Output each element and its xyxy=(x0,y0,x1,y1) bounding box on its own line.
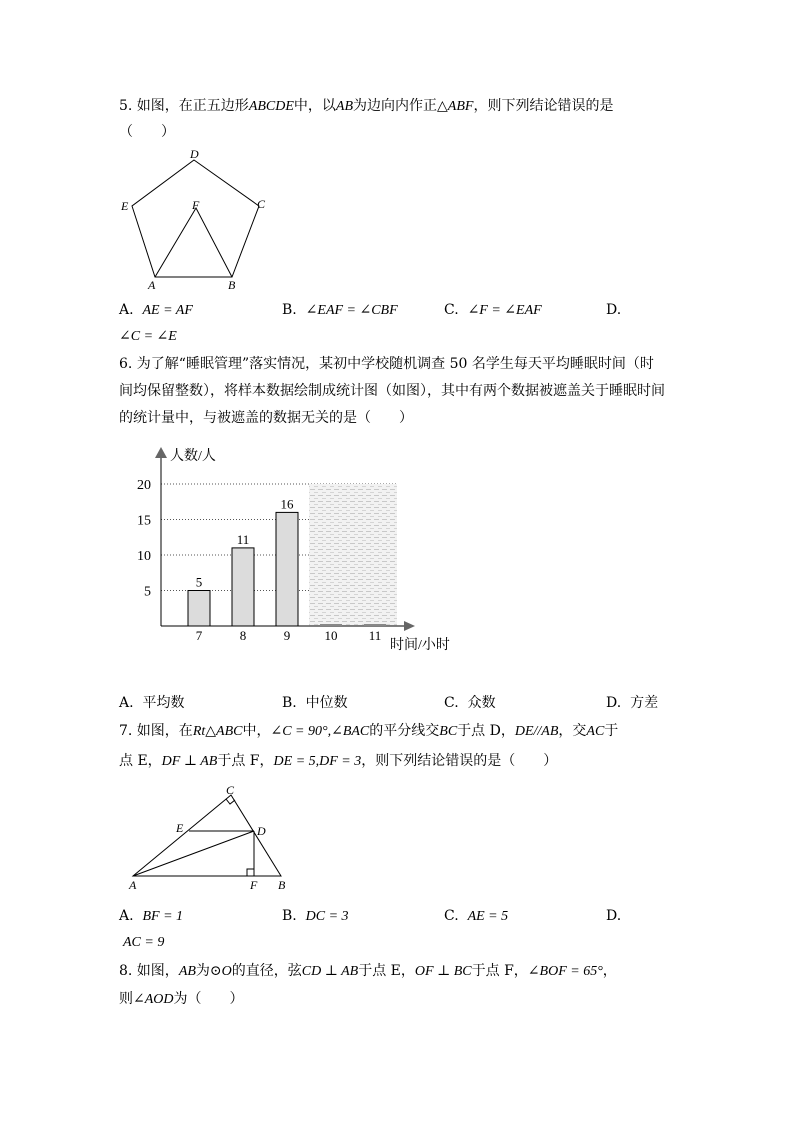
q6-x-axis-title: 时间/小时 xyxy=(390,638,450,653)
q6-option-d xyxy=(606,693,658,713)
q6-option-b-letter: B. xyxy=(282,695,297,711)
q6-option-d-text: 方差 xyxy=(630,695,659,711)
q6-y-ticks xyxy=(137,478,151,600)
q6-x-tick-11: 11 xyxy=(368,628,382,643)
q6-bar-label-7: 5 xyxy=(195,574,203,590)
q5-label-a: A xyxy=(148,278,156,292)
q7-l2-p1: 点 E， xyxy=(119,753,162,769)
q7-ac: AC xyxy=(586,724,605,739)
q5-paren: （ ） xyxy=(119,124,175,140)
q5-option-a-expr: AE = AF xyxy=(142,303,193,318)
q7-label-e: E xyxy=(176,821,184,835)
q7-stem-line2 xyxy=(119,751,557,772)
q8-stem-line2 xyxy=(119,989,244,1010)
q6-option-d-letter: D. xyxy=(606,695,622,711)
q5-label-f: F xyxy=(192,198,200,212)
q5-option-c xyxy=(444,300,542,321)
q6-option-a xyxy=(119,693,184,713)
q6-cover-region xyxy=(309,484,397,626)
q6-y-axis-title: 人数/人 xyxy=(170,449,216,464)
q8-l2-p1: 则 xyxy=(119,991,133,1007)
q7-cond2: DF ⊥ AB xyxy=(161,754,218,769)
q7-rt: Rt△ABC xyxy=(192,724,243,739)
q8-l2-p2: 为（ ） xyxy=(173,991,244,1007)
q7-l2-p3: ，则下列结论错误的是（ ） xyxy=(361,753,558,769)
q6-bar-label-8: 11 xyxy=(236,531,250,547)
q5-option-d-expr: ∠C = ∠E xyxy=(119,329,177,344)
q6-x-tick-9: 9 xyxy=(283,628,291,643)
q7-right-angle-f xyxy=(247,869,254,876)
q6-x-tick-10: 10 xyxy=(324,628,338,643)
q8-p2: 为 xyxy=(195,963,210,979)
q6-x-axis-arrow xyxy=(404,621,415,631)
q6-x-ticks xyxy=(196,628,382,643)
q7-option-d-expr: AC = 9 xyxy=(123,935,165,950)
q5-option-a-letter: A. xyxy=(119,302,134,318)
q6-option-c xyxy=(444,693,496,713)
q6-y-tick-20: 20 xyxy=(137,478,151,493)
q7-option-a-letter: A. xyxy=(119,908,134,924)
q5-stem-line1 xyxy=(119,96,613,117)
q7-p5: ，交 xyxy=(558,723,587,739)
q6-stem-line2: 间均保留整数），将样本数据绘制成统计图（如图），其中有两个数据被遮盖关于睡眠时间 xyxy=(119,383,665,399)
q5-option-b-letter: B. xyxy=(282,302,297,318)
q5-option-b-expr: ∠EAF = ∠CBF xyxy=(305,303,398,318)
q7-label-f: F xyxy=(250,878,258,892)
q6-x-tick-7: 7 xyxy=(195,628,203,643)
q5-label-e: E xyxy=(121,199,129,213)
q7-label-b: B xyxy=(278,878,286,892)
q6-bar-9 xyxy=(276,512,298,626)
q8-cond1: CD ⊥ AB xyxy=(301,964,359,979)
q6-bar-chart xyxy=(118,440,468,660)
q5-ab: AB xyxy=(335,99,354,114)
q6-bar-7 xyxy=(188,591,210,627)
q7-option-a-expr: BF = 1 xyxy=(142,909,184,924)
q6-option-c-text: 众数 xyxy=(467,695,496,711)
q8-ab: AB xyxy=(178,964,196,979)
q6-option-a-letter: A. xyxy=(119,695,134,711)
q5-pentagon-figure xyxy=(112,146,282,294)
q5-mid1: 中，以 xyxy=(293,98,336,114)
q5-label-b: B xyxy=(228,278,236,292)
q7-option-d-letter: D. xyxy=(606,908,622,924)
q8-circle: ⊙O xyxy=(209,964,232,979)
q7-p6: 于 xyxy=(604,723,619,739)
q5-label-c: C xyxy=(257,197,266,211)
q5-triangle: △ABF xyxy=(437,99,474,114)
q7-option-c xyxy=(444,906,508,927)
q7-bc: BC xyxy=(439,724,458,739)
q6-option-c-letter: C. xyxy=(444,695,459,711)
q5-triangle-shape xyxy=(155,208,232,277)
q7-l2-p2: 于点 F， xyxy=(217,753,274,769)
q7-de: DE//AB xyxy=(514,724,559,739)
q6-y-axis-arrow xyxy=(155,447,167,458)
q7-p1: 7. 如图，在 xyxy=(119,723,193,739)
q7-triangle-figure xyxy=(122,782,302,894)
q7-label-c: C xyxy=(226,783,235,797)
q6-option-b xyxy=(282,693,348,713)
q5-pentagon-shape xyxy=(132,160,259,277)
q5-option-b xyxy=(282,300,398,321)
q7-option-b-expr: DC = 3 xyxy=(305,909,349,924)
q6-y-tick-15: 15 xyxy=(137,513,151,529)
q8-p3: 的直径，弦 xyxy=(231,963,302,979)
q8-p6: ， xyxy=(602,963,617,979)
q7-label-d: D xyxy=(257,824,266,838)
q6-option-a-text: 平均数 xyxy=(142,695,185,711)
q8-aod: ∠AOD xyxy=(133,992,174,1007)
q5-option-c-expr: ∠F = ∠EAF xyxy=(467,303,542,318)
q6-stem-line1: 6. 为了解“睡眠管理”落实情况，某初中学校随机调查 50 名学生每天平均睡眠时间（时 xyxy=(119,356,654,372)
q7-p3: 的平分线交 xyxy=(369,723,440,739)
q7-p2: 中， xyxy=(242,723,271,739)
q8-cond2: OF ⊥ BC xyxy=(414,964,472,979)
q8-p5: 于点 F， xyxy=(471,963,528,979)
q6-y-tick-5: 5 xyxy=(144,584,151,600)
q5-pentagon-name: ABCDE xyxy=(248,99,294,114)
q5-suffix: ，则下列结论错误的是 xyxy=(473,98,614,114)
q5-option-c-letter: C. xyxy=(444,302,459,318)
q7-option-a xyxy=(119,906,183,927)
q5-option-a xyxy=(119,300,193,321)
q6-bar-label-9: 16 xyxy=(280,496,294,512)
q5-label-d: D xyxy=(190,147,199,161)
q7-option-c-expr: AE = 5 xyxy=(467,909,509,924)
q7-segment-ad xyxy=(133,831,254,876)
q8-cond3: ∠BOF = 65° xyxy=(527,964,603,979)
q7-option-c-letter: C. xyxy=(444,908,459,924)
q6-bar-8 xyxy=(232,548,254,626)
q7-cond1: ∠C = 90°,∠BAC xyxy=(270,724,370,739)
q7-p4: 于点 D， xyxy=(457,723,515,739)
q5-prefix: 5. 如图，在正五边形 xyxy=(119,98,249,114)
q5-mid2: 为边向内作正 xyxy=(353,98,438,114)
q6-option-b-text: 中位数 xyxy=(305,695,348,711)
q7-option-b-letter: B. xyxy=(282,908,297,924)
q7-cond3: DE = 5,DF = 3 xyxy=(273,754,362,769)
q8-stem-line1 xyxy=(119,961,617,982)
q7-label-a: A xyxy=(129,878,137,892)
q8-p4: 于点 E， xyxy=(358,963,415,979)
q8-p1: 8. 如图， xyxy=(119,963,179,979)
q7-option-b xyxy=(282,906,349,927)
q7-stem-line1 xyxy=(119,721,618,742)
q6-y-tick-10: 10 xyxy=(137,549,151,564)
q5-option-d-letter: D. xyxy=(606,302,622,318)
q6-stem-line3: 的统计量中，与被遮盖的数据无关的是（ ） xyxy=(119,410,413,426)
q6-x-tick-8: 8 xyxy=(239,628,247,643)
